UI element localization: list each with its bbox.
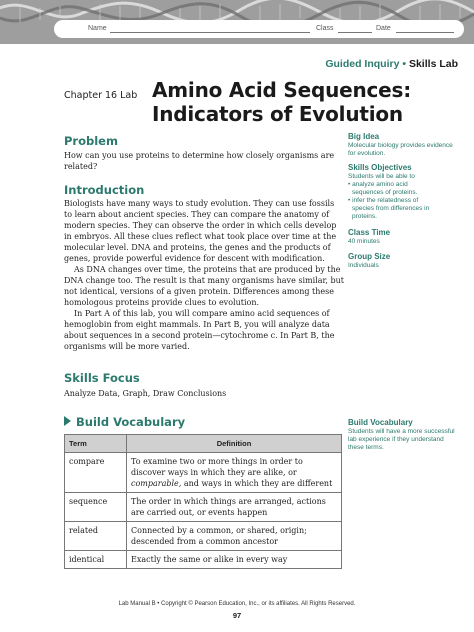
intro-paragraph-1: Biologists have many ways to study evolution. They can use fossils to learn about ancient species. They can compare the anatomy of modern species. They can observe the order in which cells develop in embryos. All these clues reflect what took place over time at the molecular level. DNA and proteins, the genes and the products of genes, provide powerful evidence for descent with modification. bbox=[64, 199, 337, 263]
objective-line: • infer the relatedness of bbox=[348, 197, 419, 204]
group-size-text: Individuals bbox=[348, 262, 379, 269]
lab-type-badge bbox=[325, 58, 458, 70]
term-column-header: Term bbox=[65, 435, 127, 453]
table-row bbox=[65, 493, 342, 522]
definition-text: To examine two or more things in order to discover ways in which they are alike, or bbox=[131, 457, 303, 477]
definition-cell: The order in which things are arranged, actions are carried out, or events happen bbox=[127, 493, 342, 522]
build-vocabulary-heading bbox=[64, 415, 185, 429]
name-label: Name bbox=[88, 25, 107, 32]
objective-line: • analyze amino acid bbox=[348, 181, 408, 188]
table-header-row bbox=[65, 435, 342, 453]
definition-cell bbox=[127, 453, 342, 493]
skills-focus-heading: Skills Focus bbox=[64, 371, 140, 385]
vocabulary-table bbox=[64, 434, 342, 569]
build-vocabulary-label: Build Vocabulary bbox=[76, 415, 186, 429]
page-title bbox=[152, 78, 411, 126]
problem-text: How can you use proteins to determine how closely organisms are related? bbox=[64, 151, 335, 171]
copyright-footer: Lab Manual B • Copyright © Pearson Education, Inc., or its affiliates. All Rights Reserved. bbox=[118, 601, 356, 607]
big-idea-heading: Big Idea bbox=[348, 132, 380, 141]
skills-focus-text: Analyze Data, Graph, Draw Conclusions bbox=[64, 389, 227, 398]
class-time-text: 40 minutes bbox=[348, 238, 380, 245]
sidebar-vocabulary-text: Students will have a more successful lab experience if they understand these terms. bbox=[348, 428, 455, 451]
intro-paragraph-3: In Part A of this lab, you will compare amino acid sequences of hemoglobin from eight mammals. In Part B, you will analyze data about sequences in a second protein—cytochrome c. In Part B, the organisms will be more varied. bbox=[64, 309, 335, 351]
badge-separator: • bbox=[402, 58, 407, 70]
intro-paragraph-2: As DNA changes over time, the proteins that are produced by the DNA change too. The result is that many organisms have similar, but not identical, versions of a given protein. Differences among these homologous proteins provide clues to evolution. bbox=[64, 265, 345, 307]
skills-lab-label: Skills Lab bbox=[408, 58, 458, 70]
class-field[interactable] bbox=[338, 32, 372, 33]
title-line-1: Amino Acid Sequences: bbox=[152, 78, 412, 102]
term-cell: compare bbox=[65, 453, 127, 493]
table-row bbox=[65, 551, 342, 569]
class-time-heading: Class Time bbox=[348, 228, 391, 237]
problem-heading: Problem bbox=[64, 134, 118, 148]
objective-line: Students will be able to bbox=[348, 173, 415, 180]
guided-inquiry-label: Guided Inquiry bbox=[325, 58, 400, 70]
date-field[interactable] bbox=[396, 32, 454, 33]
skills-objectives-heading: Skills Objectives bbox=[348, 163, 412, 172]
definition-cell: Connected by a common, or shared, origin; descended from a common ancestor bbox=[127, 522, 342, 551]
term-cell: related bbox=[65, 522, 127, 551]
sidebar-big-idea bbox=[348, 132, 458, 158]
name-field[interactable] bbox=[110, 32, 310, 33]
sidebar-vocabulary-heading: Build Vocabulary bbox=[348, 418, 413, 427]
sidebar-class-time bbox=[348, 228, 458, 246]
definition-cell: Exactly the same or alike in every way bbox=[127, 551, 342, 569]
introduction-heading: Introduction bbox=[64, 183, 145, 197]
arrow-icon bbox=[64, 416, 71, 426]
sidebar-build-vocabulary bbox=[348, 418, 458, 452]
header-band bbox=[0, 0, 474, 44]
name-class-date-strip bbox=[54, 20, 464, 38]
table-row bbox=[65, 453, 342, 493]
big-idea-text: Molecular biology provides evidence for evolution. bbox=[348, 142, 453, 157]
date-label: Date bbox=[376, 25, 391, 32]
table-row bbox=[65, 522, 342, 551]
sidebar-skills-objectives bbox=[348, 163, 458, 221]
group-size-heading: Group Size bbox=[348, 252, 391, 261]
class-label: Class bbox=[316, 25, 334, 32]
objective-line: sequences of proteins. bbox=[352, 189, 418, 196]
sidebar-group-size bbox=[348, 252, 458, 270]
definition-column-header: Definition bbox=[127, 435, 342, 453]
chapter-label: Chapter 16 Lab bbox=[64, 90, 138, 101]
objective-line: proteins. bbox=[352, 213, 377, 220]
term-cell: sequence bbox=[65, 493, 127, 522]
page-number: 97 bbox=[232, 611, 242, 620]
term-cell: identical bbox=[65, 551, 127, 569]
objective-line: species from differences in bbox=[352, 205, 430, 212]
title-line-2: Indicators of Evolution bbox=[152, 102, 403, 126]
definition-emphasis: comparable, bbox=[131, 479, 182, 488]
definition-text-end: and ways in which they are different bbox=[181, 479, 333, 488]
introduction-body bbox=[64, 198, 344, 352]
